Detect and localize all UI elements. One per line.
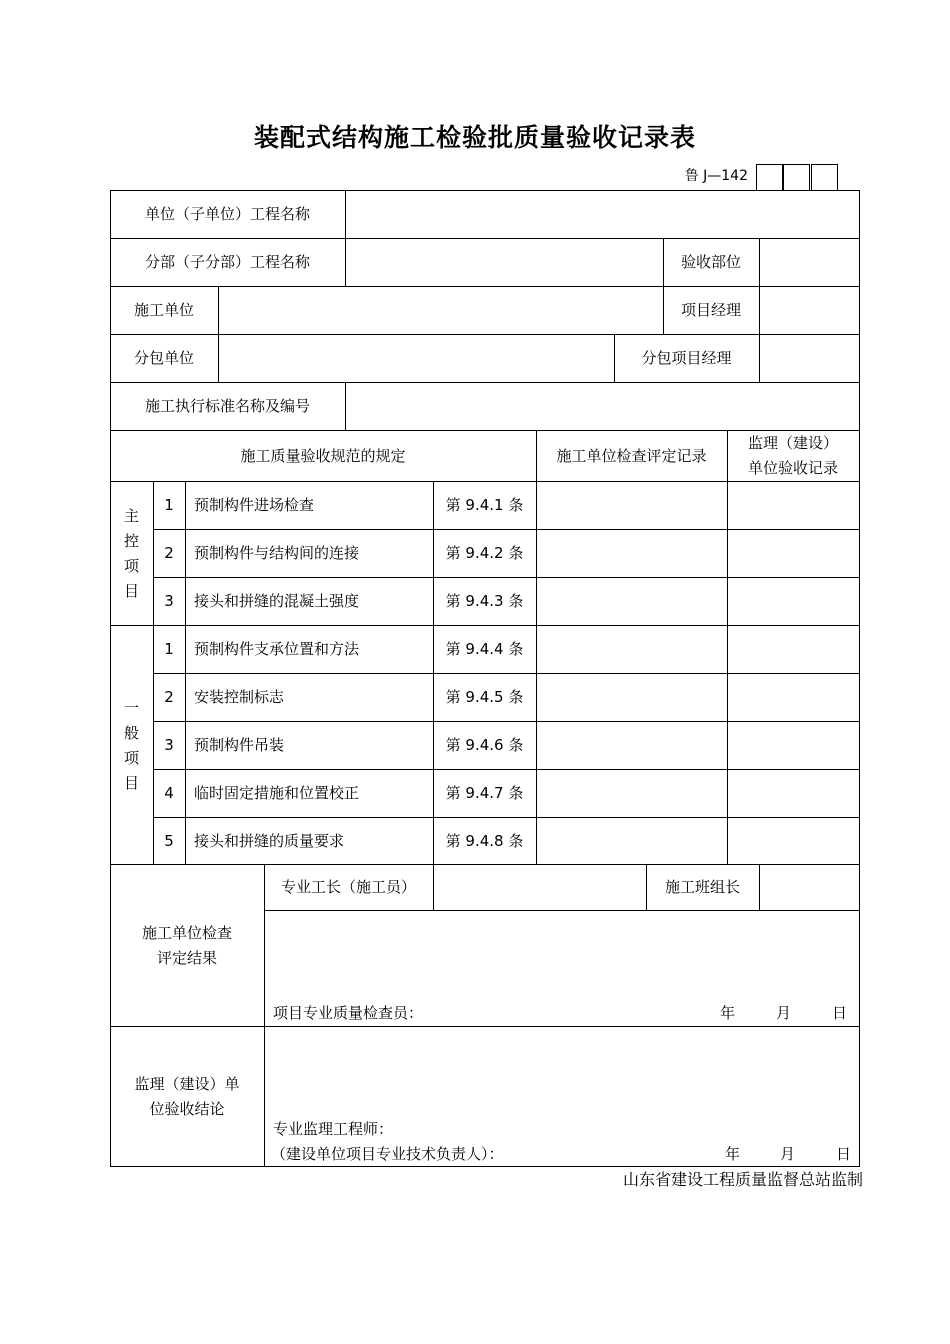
contractor-date-day: 日 xyxy=(832,1004,848,1022)
main-control-label-char: 项 xyxy=(123,557,139,575)
form-code-box-2[interactable] xyxy=(783,164,810,190)
unit-project-field[interactable] xyxy=(346,191,859,238)
contractor-record-cell[interactable] xyxy=(537,530,727,577)
contractor-record-cell[interactable] xyxy=(537,674,727,721)
supervisor-record-cell[interactable] xyxy=(728,578,859,625)
item-number: 3 xyxy=(164,592,174,610)
general-label-char: 一 xyxy=(123,699,139,717)
item-name: 预制构件与结构间的连接 xyxy=(194,544,360,562)
supervising-engineer-label: 专业监理工程师： xyxy=(273,1120,394,1138)
acceptance-part-label: 验收部位 xyxy=(680,253,741,271)
supervisor-date-month: 月 xyxy=(780,1145,796,1163)
standard-label: 施工执行标准名称及编号 xyxy=(144,397,310,415)
item-clause: 第 9.4.1 条 xyxy=(445,496,524,514)
team-leader-field[interactable] xyxy=(760,865,859,910)
item-name: 接头和拼缝的混凝土强度 xyxy=(194,592,360,610)
subcontractor-field[interactable] xyxy=(219,335,614,382)
inspector-label: 项目专业质量检查员： xyxy=(273,1004,424,1022)
item-clause: 第 9.4.2 条 xyxy=(445,544,524,562)
supervisor-date-day: 日 xyxy=(836,1145,852,1163)
supervisor-record-cell[interactable] xyxy=(728,770,859,817)
main-control-label-char: 控 xyxy=(123,532,139,550)
item-number: 1 xyxy=(164,640,174,658)
item-name: 预制构件进场检查 xyxy=(194,496,315,514)
contractor-result-label-line1: 施工单位检查 xyxy=(141,924,232,942)
item-name: 接头和拼缝的质量要求 xyxy=(194,832,345,850)
item-clause: 第 9.4.5 条 xyxy=(445,688,524,706)
item-name: 预制构件支承位置和方法 xyxy=(194,640,360,658)
contractor-record-cell[interactable] xyxy=(537,578,727,625)
division-field[interactable] xyxy=(346,239,663,286)
supervisor-record-cell[interactable] xyxy=(728,626,859,673)
supervisor-record-header-line2: 单位验收记录 xyxy=(747,459,838,477)
form-code-box-3[interactable] xyxy=(811,164,838,190)
item-clause: 第 9.4.6 条 xyxy=(445,736,524,754)
division-label: 分部（子分部）工程名称 xyxy=(144,253,310,271)
sub-project-manager-field[interactable] xyxy=(760,335,859,382)
unit-project-label: 单位（子单位）工程名称 xyxy=(144,205,310,223)
item-number: 5 xyxy=(164,832,174,850)
acceptance-part-field[interactable] xyxy=(760,239,859,286)
item-name: 预制构件吊装 xyxy=(194,736,285,754)
contractor-record-cell[interactable] xyxy=(537,770,727,817)
supervisor-result-label-line2: 位验收结论 xyxy=(149,1100,225,1118)
foreman-label: 专业工长（施工员） xyxy=(280,878,416,896)
item-clause: 第 9.4.7 条 xyxy=(445,784,524,802)
item-clause: 第 9.4.8 条 xyxy=(445,832,524,850)
supervisor-record-cell[interactable] xyxy=(728,530,859,577)
item-number: 2 xyxy=(164,544,174,562)
item-clause: 第 9.4.3 条 xyxy=(445,592,524,610)
contractor-field[interactable] xyxy=(219,287,663,334)
foreman-field[interactable] xyxy=(434,865,646,910)
item-name: 安装控制标志 xyxy=(194,688,285,706)
contractor-result-label-line2: 评定结果 xyxy=(156,949,217,967)
owner-technical-lead-label: （建设单位项目专业技术负责人）： xyxy=(271,1145,504,1163)
supervisor-date-year: 年 xyxy=(725,1145,741,1163)
spec-column-header: 施工质量验收规范的规定 xyxy=(240,447,406,465)
project-manager-label: 项目经理 xyxy=(680,301,741,319)
supervisor-result-label-line1: 监理（建设）单 xyxy=(134,1075,240,1093)
contractor-label: 施工单位 xyxy=(133,301,194,319)
form-code-box-1[interactable] xyxy=(756,164,783,190)
item-number: 2 xyxy=(164,688,174,706)
contractor-record-cell[interactable] xyxy=(537,818,727,864)
supervisor-record-cell[interactable] xyxy=(728,674,859,721)
standard-field[interactable] xyxy=(346,383,859,430)
page-title: 装配式结构施工检验批质量验收记录表 xyxy=(253,123,696,152)
main-control-label-char: 主 xyxy=(123,507,139,525)
general-label-char: 般 xyxy=(123,724,139,742)
contractor-date-month: 月 xyxy=(776,1004,792,1022)
item-number: 3 xyxy=(164,736,174,754)
contractor-record-cell[interactable] xyxy=(537,722,727,769)
contractor-record-column-header: 施工单位检查评定记录 xyxy=(556,447,707,465)
contractor-record-cell[interactable] xyxy=(537,482,727,529)
contractor-result-field[interactable] xyxy=(265,911,859,1001)
supervisor-record-cell[interactable] xyxy=(728,722,859,769)
sub-project-manager-label: 分包项目经理 xyxy=(641,349,732,367)
item-clause: 第 9.4.4 条 xyxy=(445,640,524,658)
form-code: 鲁 J—142 xyxy=(684,168,748,184)
item-number: 1 xyxy=(164,496,174,514)
project-manager-field[interactable] xyxy=(760,287,859,334)
footer-issuer: 山东省建设工程质量监督总站监制 xyxy=(622,1170,863,1189)
supervisor-record-header-line1: 监理（建设） xyxy=(747,434,838,452)
contractor-date-year: 年 xyxy=(720,1004,736,1022)
item-number: 4 xyxy=(164,784,174,802)
supervisor-record-cell[interactable] xyxy=(728,482,859,529)
general-label-char: 目 xyxy=(123,774,139,792)
team-leader-label: 施工班组长 xyxy=(664,878,740,896)
subcontractor-label: 分包单位 xyxy=(133,349,194,367)
main-control-label-char: 目 xyxy=(123,582,139,600)
supervisor-record-cell[interactable] xyxy=(728,818,859,864)
general-label-char: 项 xyxy=(123,749,139,767)
supervisor-result-field[interactable] xyxy=(265,1027,859,1115)
contractor-record-cell[interactable] xyxy=(537,626,727,673)
item-name: 临时固定措施和位置校正 xyxy=(194,784,360,802)
